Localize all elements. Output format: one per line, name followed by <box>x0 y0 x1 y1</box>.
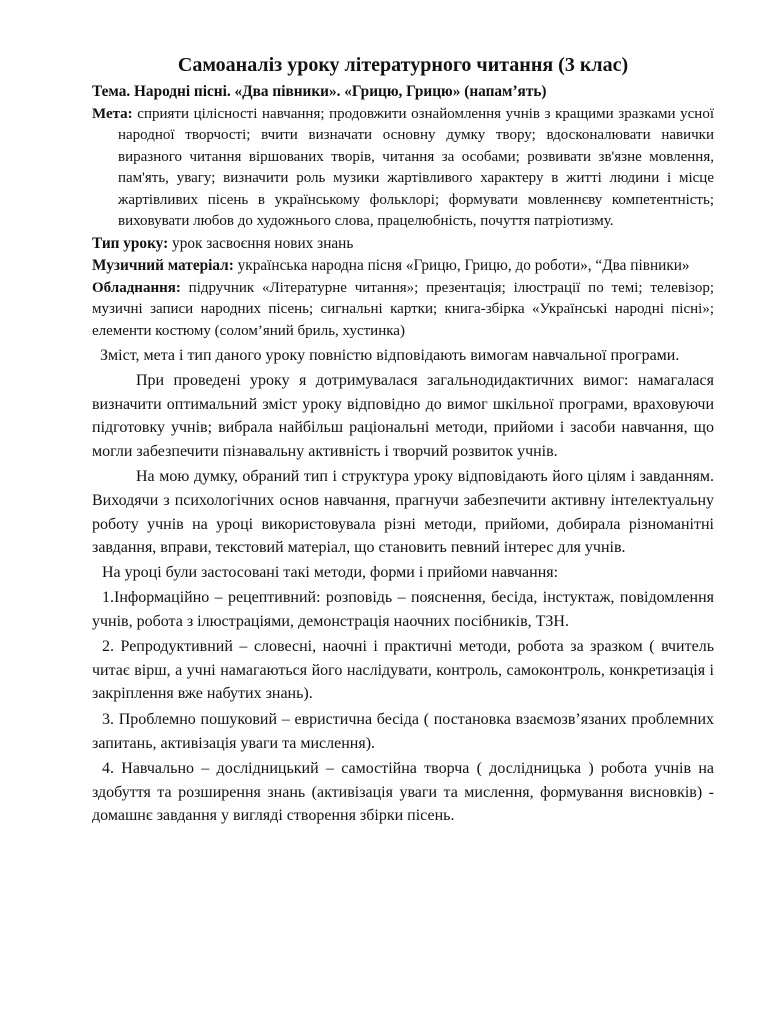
paragraph-compliance: Зміст, мета і тип даного уроку повністю відповідають вимогам навчальної програми. <box>100 347 680 364</box>
method-item: 3. Проблемно пошуковий – евристична бесіда ( постановка взаємозв’язаних проблемних запитань, активізація уваги та мислення). <box>92 710 714 752</box>
method-item: 4. Навчально – дослідницький – самостійна творча ( дослідницька ) робота учнів на здобуття та розширення знань (активізація уваги та мислення, формування висновків) - домашнє завдання у вигляді створення збірки пісень. <box>92 760 714 825</box>
lesson-type-label: Тип уроку: <box>92 234 169 252</box>
goal-label: Мета: <box>92 105 133 122</box>
equipment-label: Обладнання: <box>92 279 181 296</box>
method-item: 1.Інформаційно – рецептивний: розповідь – пояснення, бесіда, інстуктаж, повідомлення учнів, робота з ілюстраціями, демонстрація наочних посібників, ТЗН. <box>92 588 714 630</box>
theme-label: Тема. <box>92 83 131 100</box>
paragraph-requirements: При проведені уроку я дотримувалася загальнодидактичних вимог: намагалася визначити оптимальний зміст уроку відповідно до вимог шкільної програми, враховуючи підготовку учнів; вибрала найбільш раціональні методи, прийоми і засоби навчання, що могли забезпечити пізнавальну активність і творчий розвиток учнів. <box>92 371 714 461</box>
lesson-type-value: урок засвоєння нових знань <box>172 234 354 252</box>
paragraph-structure: На мою думку, обраний тип і структура уроку відповідають його цілям і завданням. Виходячи з психологічних основ навчання, прагнучи забезпечити активну інтелектуальну роботу учнів на уроці використовувала різні методи, прийоми, добирала різноманітні завдання, вправи, текстовий матеріал, що становить певний інтерес для учнів. <box>92 467 714 557</box>
lesson-type-line <box>92 233 714 256</box>
theme-line <box>92 81 714 104</box>
music-material-line <box>92 255 714 278</box>
music-material-value: українська народна пісня «Грицю, Грицю, до роботи», “Два півники» <box>237 257 690 274</box>
music-material-label: Музичний матеріал: <box>92 257 234 274</box>
goal-line <box>92 104 714 233</box>
equipment-value: підручник «Літературне читання»; презентація; ілюстрації по темі; телевізор; музичні записи народних пісень; сигнальні картки; книга-збірка «Українські народні пісні»; елементи костюму (солом’яний бриль, хустинка) <box>92 279 715 339</box>
theme-value: Народні пісні. «Два півники». «Грицю, Грицю» (напам’ять) <box>134 83 547 100</box>
method-item: 2. Репродуктивний – словесні, наочні і практичні методи, робота за зразком ( вчитель читає вірш, а учні намагаються його наслідувати, контроль, самоконтроль, конкретизація і закріплення вже набутих знань). <box>92 638 714 703</box>
paragraph-methods-intro: На уроці були застосовані такі методи, форми і прийоми навчання: <box>102 564 559 582</box>
page-title: Самоаналіз уроку літературного читання (3 клас) <box>177 54 629 76</box>
goal-value: сприяти цілісності навчання; продовжити ознайомлення учнів з кращими зразками усної народної творчості; вчити визначати основну думку твору; вдосконалювати навички виразного читання віршованих творів, читання за особами; розвивати зв'язне мовлення, пам'ять, увагу; визначити роль музики жартівливого характеру в житті людини і місце жартівливих пісень в українському фольклорі; формувати мовленнєву компетентність; виховувати любов до художнього слова, працелюбність, почуття патріотизму. <box>118 105 715 229</box>
equipment-line <box>92 278 714 343</box>
